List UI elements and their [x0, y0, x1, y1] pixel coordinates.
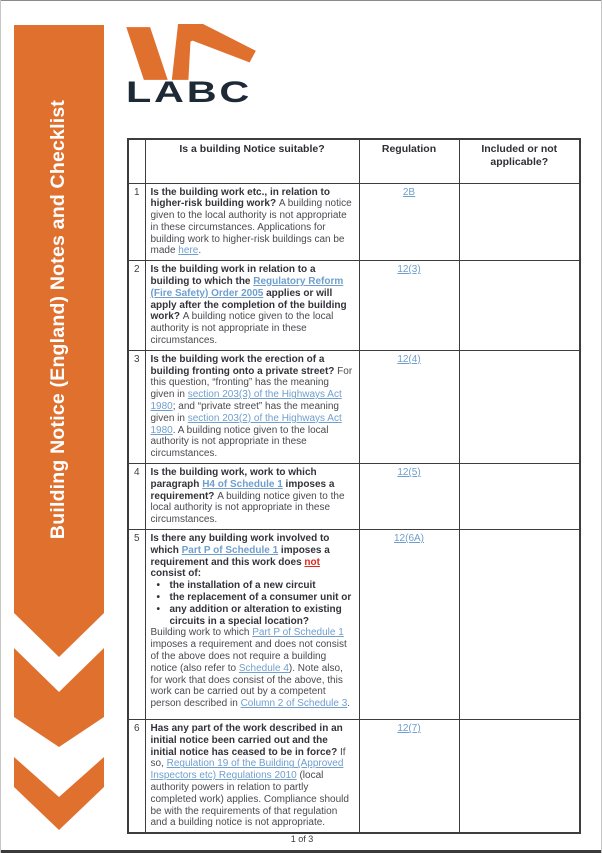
text-segment: ). Note also, for work that does consist of the above, this work can be carried out by a competent person described in — [150, 662, 343, 710]
bullet-dot-icon: • — [156, 592, 161, 603]
text-segment: ; and “private street” has the meaning given in — [150, 401, 339, 424]
text-segment: . — [347, 698, 351, 710]
included-cell[interactable] — [459, 464, 580, 530]
bullet-item — [151, 604, 354, 628]
regulation-cell — [359, 183, 459, 261]
text-segment: If so, — [150, 746, 346, 770]
paragraph — [151, 467, 354, 526]
text-segment: consist of: — [150, 568, 202, 580]
text-segment: Building work to which — [150, 627, 253, 639]
header-number — [128, 139, 145, 183]
paragraph — [151, 723, 354, 829]
page-top-edge — [1, 0, 601, 1]
banner-ribbon-chevron-icon — [14, 25, 104, 830]
row-number: 2 — [128, 261, 145, 351]
included-cell[interactable] — [459, 530, 580, 720]
header-included: Included or not applicable? — [459, 139, 580, 183]
text-segment: imposes a requirement? — [150, 478, 335, 502]
question-cell — [145, 183, 359, 261]
text-segment: imposes a requirement and this work does — [150, 544, 330, 568]
inline-link[interactable]: H4 of Schedule 1 — [202, 478, 283, 490]
bullet-dot-icon: • — [156, 580, 161, 592]
text-segment: A building notice given to the local authority is not appropriate in these circumstances. — [150, 490, 345, 526]
text-segment: For this question, “fronting” has the meaning given in — [150, 365, 353, 401]
question-cell — [145, 464, 359, 530]
paragraph — [151, 533, 354, 580]
paragraph — [151, 187, 354, 258]
regulation-link[interactable]: 2B — [402, 186, 416, 198]
text-segment: Has any part of the work described in an initial notice been carried out and the initial notice has ceased to be in force? — [150, 723, 343, 758]
included-cell[interactable] — [459, 350, 580, 463]
text-segment: Is the building work the erection of a building fronting onto a private street? — [150, 353, 338, 377]
inline-link[interactable]: Part P of Schedule 1 — [181, 544, 279, 556]
regulation-cell — [359, 530, 459, 720]
table-row — [128, 350, 580, 463]
regulation-link[interactable]: 12(6A) — [393, 533, 424, 545]
question-cell — [145, 350, 359, 463]
bullet-item — [151, 592, 354, 604]
bullet-text: any addition or alteration to existing circuits in a special location? — [169, 603, 342, 627]
inline-link[interactable]: Column 2 of Schedule 3 — [240, 698, 348, 710]
labc-logo — [126, 24, 256, 116]
text-segment: Is the building work, work to which paragraph — [150, 467, 317, 490]
regulation-cell — [359, 350, 459, 463]
regulation-link[interactable]: 12(3) — [397, 264, 421, 276]
inline-link[interactable]: Schedule 4 — [238, 662, 289, 674]
regulation-cell — [359, 261, 459, 351]
page-number: 1 of 3 — [290, 834, 314, 844]
table-row — [128, 530, 580, 720]
header-question: Is a building Notice suitable? — [145, 139, 359, 183]
table-header-row — [128, 139, 580, 183]
table-row — [128, 183, 580, 261]
table-row — [128, 464, 580, 530]
regulation-cell — [359, 464, 459, 530]
text-segment: Is there any building work involved to which — [150, 533, 330, 556]
question-cell — [145, 720, 359, 834]
inline-link[interactable]: Regulatory Reform (Fire Safety) Order 2005 — [150, 276, 344, 299]
inline-link[interactable]: Regulation 19 of the Building (Approved Inspectors etc) Regulations 2010 — [150, 758, 344, 782]
paragraph — [151, 264, 354, 347]
banner-title-text: Building Notice (England) Notes and Checklist — [47, 99, 70, 539]
row-number: 3 — [128, 350, 145, 463]
paragraph — [151, 354, 354, 460]
text-segment: . A building notice given to the local authority is not appropriate in these circumstances. — [150, 424, 329, 460]
question-cell — [145, 261, 359, 351]
table-row — [128, 720, 580, 834]
row-number: 5 — [128, 530, 145, 720]
text-segment: Is the building work etc., in relation to higher-risk building work? — [150, 186, 330, 210]
text-segment: applies or will apply after the completion of the building work? — [150, 287, 347, 323]
inline-link[interactable]: here — [178, 245, 199, 257]
roof-icon — [126, 24, 256, 82]
checklist-table — [127, 138, 581, 834]
inline-link[interactable]: Part P of Schedule 1 — [252, 627, 344, 639]
included-cell[interactable] — [459, 183, 580, 261]
text-segment: (local authority powers in relation to partly completed work) applies. Compliance should be with the requirements of that regulation and a building notice is not appropriate. — [150, 770, 349, 829]
included-cell[interactable] — [459, 261, 580, 351]
paragraph — [151, 627, 354, 710]
bullet-item — [151, 580, 354, 592]
inline-link[interactable]: section 203(2) of the Highways Act 1980 — [150, 412, 342, 436]
text-segment: not — [304, 556, 320, 568]
labc-wordmark: LABC — [126, 76, 253, 109]
text-segment: imposes a requirement and does not consist of the above does not require a building notice (also refer to — [150, 639, 347, 674]
regulation-link[interactable]: 12(5) — [397, 467, 421, 479]
regulation-link[interactable]: 12(4) — [397, 353, 421, 365]
text-segment: . — [198, 245, 202, 257]
inline-link[interactable]: section 203(3) of the Highways Act 1980 — [150, 389, 342, 413]
bullet-text: the replacement of a consumer unit or — [169, 592, 352, 603]
regulation-link[interactable]: 12(7) — [397, 723, 421, 735]
regulation-cell — [359, 720, 459, 834]
question-cell — [145, 530, 359, 720]
header-regulation: Regulation — [359, 139, 459, 183]
bullet-dot-icon: • — [156, 603, 161, 615]
table-row — [128, 261, 580, 351]
included-cell[interactable] — [459, 720, 580, 834]
row-number: 4 — [128, 464, 145, 530]
text-segment: Is the building work in relation to a building to which the — [150, 264, 316, 288]
text-segment: A building notice given to the local authority is not appropriate in these circumstances. — [150, 311, 334, 347]
bullet-text: the installation of a new circuit — [169, 580, 316, 592]
text-segment: A building notice given to the local authority is not appropriate in these circumstances. Applications for building work to higher-risk buildings can be made — [150, 198, 352, 257]
row-number: 6 — [128, 720, 145, 834]
row-number: 1 — [128, 183, 145, 261]
